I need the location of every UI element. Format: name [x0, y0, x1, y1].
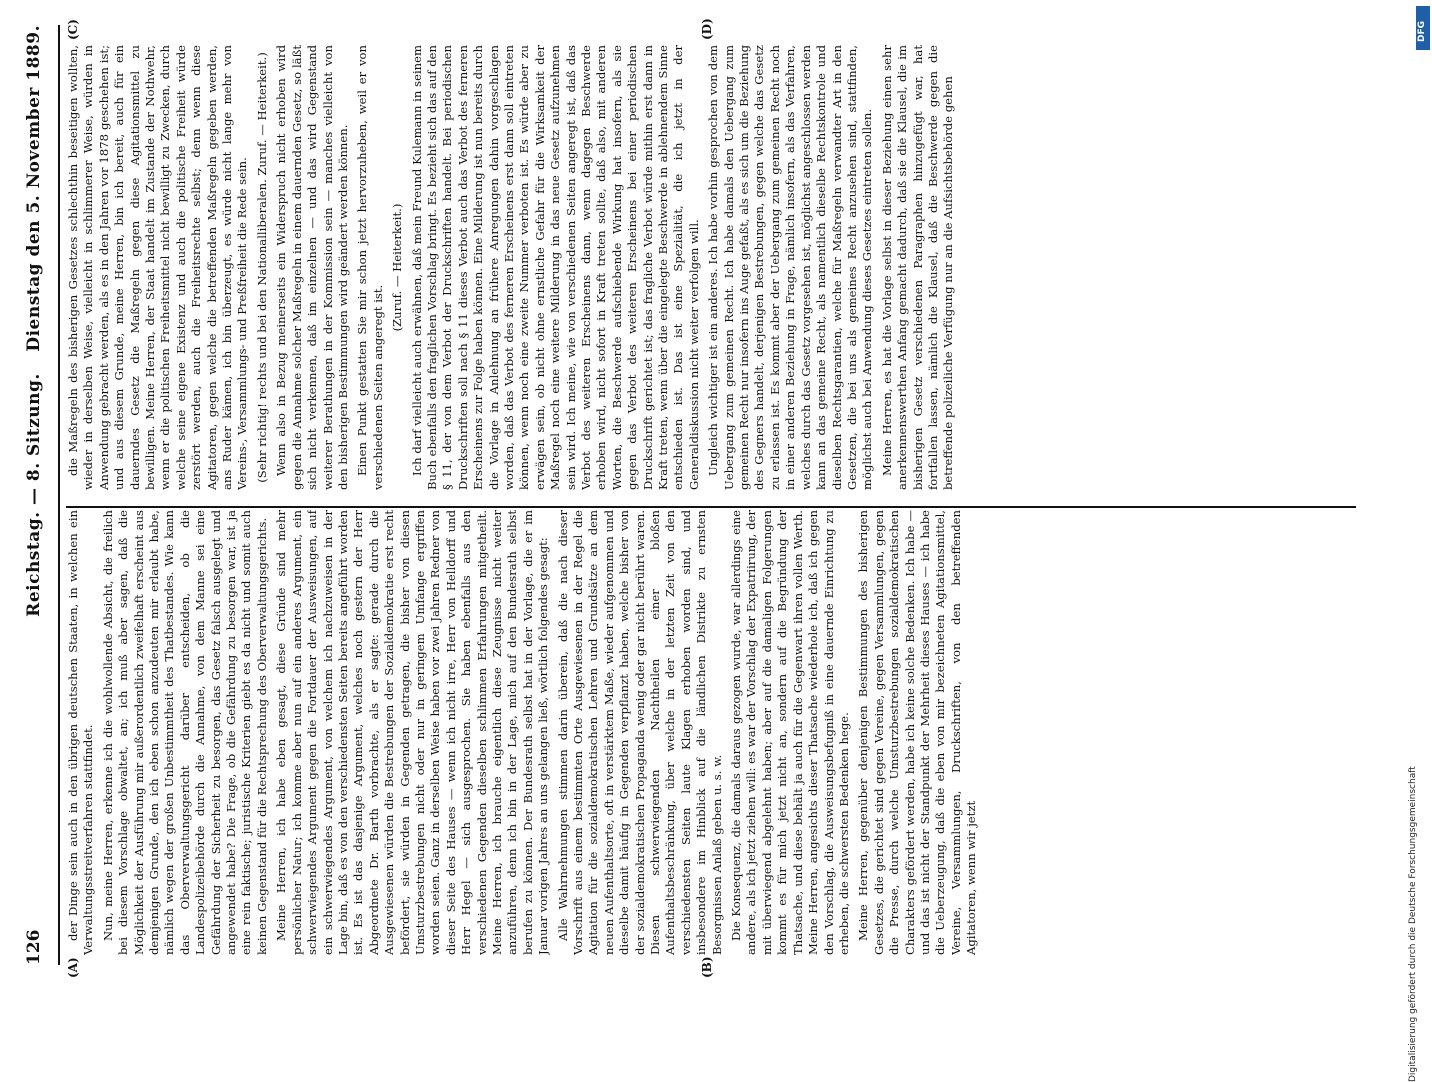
- dfg-logo: [1416, 6, 1430, 50]
- right-column: [66, 45, 1366, 490]
- paragraph: Meine Herren, es hat die Vorlage selbst in dieser Beziehung einen sehr anerkennenswerthen Anfang gemacht dadurch, daß sie die Klausel, die im bisherigen Gesetz verschiedenen Paragraphen hinzugefügt war, hat fortfallen lassen, nämlich die Klausel, daß die Beschwerde gegen die betreffende polizeiliche Verfügung nur an die Aufsichtsbehörde gehen: [879, 45, 956, 490]
- paragraph: die Maßregeln des bisherigen Gesetzes schlechthin beseitigen wollten, wieder in derselben Weise, vielleicht in schlimmerer Weise, würden in Anwendung gebracht werden, als es in den Jahren vor 1878 geschehen ist; und aus diesem Grunde, meine Herren, bin ich bereit, auch für ein dauerndes Gesetz die Maßregeln gegen diese Agitationsmittel zu bewilligen. Meine Herren, der Staat handelt im Zustande der Nothwehr, wenn er die politischen Freiheitsmittel nicht bewilligt zu Zwecken, durch welche seine eigene Existenz und auch die politische Freiheit würde zerstört werden, auch die Freiheitsrechte selbst; denn wenn diese Agitatoren, gegen welche die betreffenden Maßregeln gegeben werden, ans Ruder kämen, ich bin überzeugt, es würde nicht lange mehr von Vereins-, Versammlungs- und Preßfreiheit die Rede sein.: [66, 45, 250, 490]
- left-column: [66, 510, 1366, 955]
- page-number: 126: [24, 929, 44, 965]
- paragraph: Nun, meine Herren, erkenne ich die wohlwollende Absicht, die freilich bei diesem Vorschlage obwaltet, an; ich muß aber sagen, daß die Möglichkeit der Ausführung mir außerordentlich zweifelhaft erscheint aus demjenigen Grunde, den ich eben schon anzudeuten mir erlaubt habe, nämlich wegen der großen Unbestimmtheit des Thatbestandes. Wie kann das Oberverwaltungsgericht darüber entscheiden, ob die Landespolizeibehörde durch die Annahme, von dem Manne sei eine Gefährdung der Sicherheit zu besorgen, das Gesetz falsch ausgelegt und angewendet habe? Die Frage, ob die Gefährdung zu besorgen war, ist ja eine rein faktische; juristische Kriterien giebt es da nicht und somit auch keinen Gegenstand für die Rechtsprechung des Oberverwaltungsgerichts.: [100, 510, 269, 955]
- margin-mark-b: (B): [700, 956, 714, 978]
- session-title: Reichstag. — 8. Sitzung.: [24, 373, 44, 617]
- margin-mark-a: (A): [66, 957, 80, 978]
- paragraph: der Dinge sein auch in den übrigen deutschen Staaten, in welchen ein Verwaltungsstreitverfahren stattfindet.: [66, 510, 96, 955]
- header-rule: [58, 25, 60, 965]
- stage-direction: (Sehr richtig! rechts und bei den Nationalliberalen. Zuruf. — Heiterkeit.): [254, 52, 269, 483]
- column-divider: [66, 506, 1356, 508]
- page-header: [20, 25, 52, 965]
- credit-text: Digitalisierung gefördert durch die Deutsche Forschungsgemeinschaft: [1408, 766, 1418, 1082]
- stage-direction: (Zuruf. — Heiterkeit.): [390, 203, 405, 332]
- paragraph: Die Konsequenz, die damals daraus gezogen wurde, war allerdings eine andere, als ich jetzt ziehen will: es war der Vorschlag der Expatriirung, der mit überwiegend abgelehnt haben; aber auf die damaligen Folgerungen kommt es für mich jetzt nicht an, sondern auf die Begründung der Thatsache, und diese behält ja auch für die Gegenwart ihren vollen Werth. Meine Herren, angesichts dieser Thatsache wiederhole ich, daß ich gegen den Vorschlag, die Ausweisungsbefugniß in eine dauernde Einrichtung zu erheben, die schwersten Bedenken hege.: [729, 510, 851, 955]
- quoted-paragraph: Alle Wahrnehmungen stimmen darin überein, daß die nach dieser Vorschrift aus einem bestimmten Orte Ausgewiesenen in der Regel die Agitation für die sozialdemokratischen Lehren und Grundsätze an dem neuen Aufenthaltsorte, oft in verstärktem Maße, wieder aufgenommen und dieselbe damit häufig in Gegenden verpflanzt haben, welche bisher von der sozialdemokratischen Propaganda wenig oder gar nicht berührt waren. Diesen schwerwiegenden Nachtheilen einer bloßen Aufenthaltsbeschränkung, über welche in der letzten Zeit von den verschiedensten Seiten laute Klagen erhoben worden sind, und insbesondere im Hinblick auf die ländlichen Distrikte zu ernsten Besorgnissen Anlaß geben u. s. w.: [555, 510, 724, 955]
- dfg-logo-text: DFG: [1417, 20, 1427, 42]
- session-date: Dienstag den 5. November 1889.: [24, 25, 44, 352]
- paragraph: Ungleich wichtiger ist ein anderes. Ich habe vorhin gesprochen von dem Uebergang zum gemeinen Recht. Ich habe damals den Uebergang zum gemeinen Recht nur insofern ins Auge gefaßt, als es sich um die Beziehung des Gegners handelt, derjenigen Bestrebungen, gegen welche das Gesetz zu erlassen ist. Es kommt aber der Uebergang zum gemeinen Recht noch in einer anderen Beziehung in Frage, nämlich insofern, als das Verfahren, welches durch das Gesetz vorgesehen ist, möglichst angeschlossen werden kann an das gemeine Recht, als namentlich dieselbe Rechtskontrole und dieselben Rechtsgarantien, welche für Maßregeln verwandter Art in den Gesetzen, die bei uns als gemeines Recht anzusehen sind, stattfinden, möglichst auch bei Anwendung dieses Gesetzes eintreten sollen.: [706, 45, 875, 490]
- paragraph: Meine Herren, ich habe eben gesagt, diese Gründe sind mehr persönlicher Natur; ich komme aber nun auf ein anderes Argument, ein schwerwiegendes Argument gegen die Fortdauer der Ausweisungen, auf ein schwerwiegendes Argument, von welchem ich nachzuweisen in der Lage bin, daß es von den verschiedensten Seiten bereits angeführt worden ist. Es ist das dasjenige Argument, welches noch gestern der Herr Abgeordnete Dr. Barth vorbrachte, als er sagte: gerade durch die Ausgewiesenen würden die Bestrebungen der Sozialdemokratie erst recht befördert, sie würden in Gegenden getragen, die bisher von diesen Umsturzbestrebungen nicht oder nur in geringem Umfange ergriffen worden seien. Ganz in derselben Weise haben vor zwei Jahren Redner von dieser Seite des Hauses — wenn ich nicht irre, Herr von Helldorff und Herr Hegel — sich ausgesprochen. Sie haben ebenfalls aus den verschiedenen Gegenden dieselben schlimmen Erfahrungen mitgetheilt. Meine Herren, ich brauche eigentlich diese Zeugnisse nicht weiter anzuführen, denn ich bin in der Lage, mich auf den Bundesrath selbst berufen zu können. Der Bundesrath selbst hat in der Vorlage, die er im Januar vorigen Jahres an uns gelangen ließ, wörtlich folgendes gesagt:: [274, 510, 551, 955]
- digitization-credit: [1408, 0, 1424, 1082]
- margin-mark-c: (C): [66, 19, 80, 40]
- margin-mark-d: (D): [700, 18, 714, 40]
- paragraph: Wenn also in Bezug meinerseits ein Widerspruch nicht erhoben wird gegen die Annahme solcher Maßregeln in einem dauernden Gesetz, so läßt sich nicht verkennen, daß im einzelnen — und das wird Gegenstand weiterer Berathungen in der Kommission sein — manches vielleicht von den bisherigen Bestimmungen wird geändert werden können.: [274, 45, 350, 490]
- paragraph: Einen Punkt gestatten Sie mir schon jetzt hervorzuheben, weil er von verschiedenen Seiten angeregt ist.: [355, 45, 385, 490]
- paragraph: Meine Herren, gegenüber denjenigen Bestimmungen des bisherigen Gesetzes, die gerichtet sind gegen Vereine, gegen Versammlungen, gegen die Presse, durch welche Umsturzbestrebungen sozialdemokratischen Charakters gefördert werden, habe ich keine solche Bedenken. Ich habe — und das ist nicht der Standpunkt der Mehrheit dieses Hauses — ich habe die Ueberzeugung, daß die eben von mir bezeichneten Agitationsmittel, Vereine, Versammlungen, Druckschriften, von den betreffenden Agitatoren, wenn wir jetzt: [856, 510, 979, 955]
- paragraph: Ich darf vielleicht auch erwähnen, daß mein Freund Kulemann in seinem Buch ebenfalls den fraglichen Vorschlag bringt. Es bezieht sich das auf den § 11, der von dem Verbot der Druckschriften handelt. Bei periodischen Druckschriften soll nach § 11 dieses Verbot auch das Verbot des ferneren Erscheinens zur Folge haben können. Eine Milderung ist nun bereits durch die Vorlage in Anlehnung an frühere Anregungen dahin vorgeschlagen worden, daß das Verbot des ferneren Erscheinens erst dann soll eintreten können, wenn noch eine zweite Nummer verboten ist. Es würde aber zu erwägen sein, ob nicht ohne ernstliche Gefahr für die Wirksamkeit der Maßregel noch eine weitere Milderung in das neue Gesetz aufzunehmen sein wird. Ich meine, wie von verschiedenen Seiten angeregt ist, daß das Verbot des weiteren Erscheinens dann, wenn dagegen Beschwerde erhoben wird, nicht sofort in Kraft treten sollte, daß also, mit anderen Worten, die Beschwerde aufschiebende Wirkung hat insofern, als sie gegen das Verbot des weiteren Erscheinens bei einer periodischen Druckschrift gerichtet ist; das fragliche Verbot würde mithin erst dann in Kraft treten, wenn über die eingelegte Beschwerde in ablehnendem Sinne entschieden ist. Das ist eine Spezialität, die ich jetzt in der Generaldiskussion nicht weiter verfolgen will.: [409, 45, 701, 490]
